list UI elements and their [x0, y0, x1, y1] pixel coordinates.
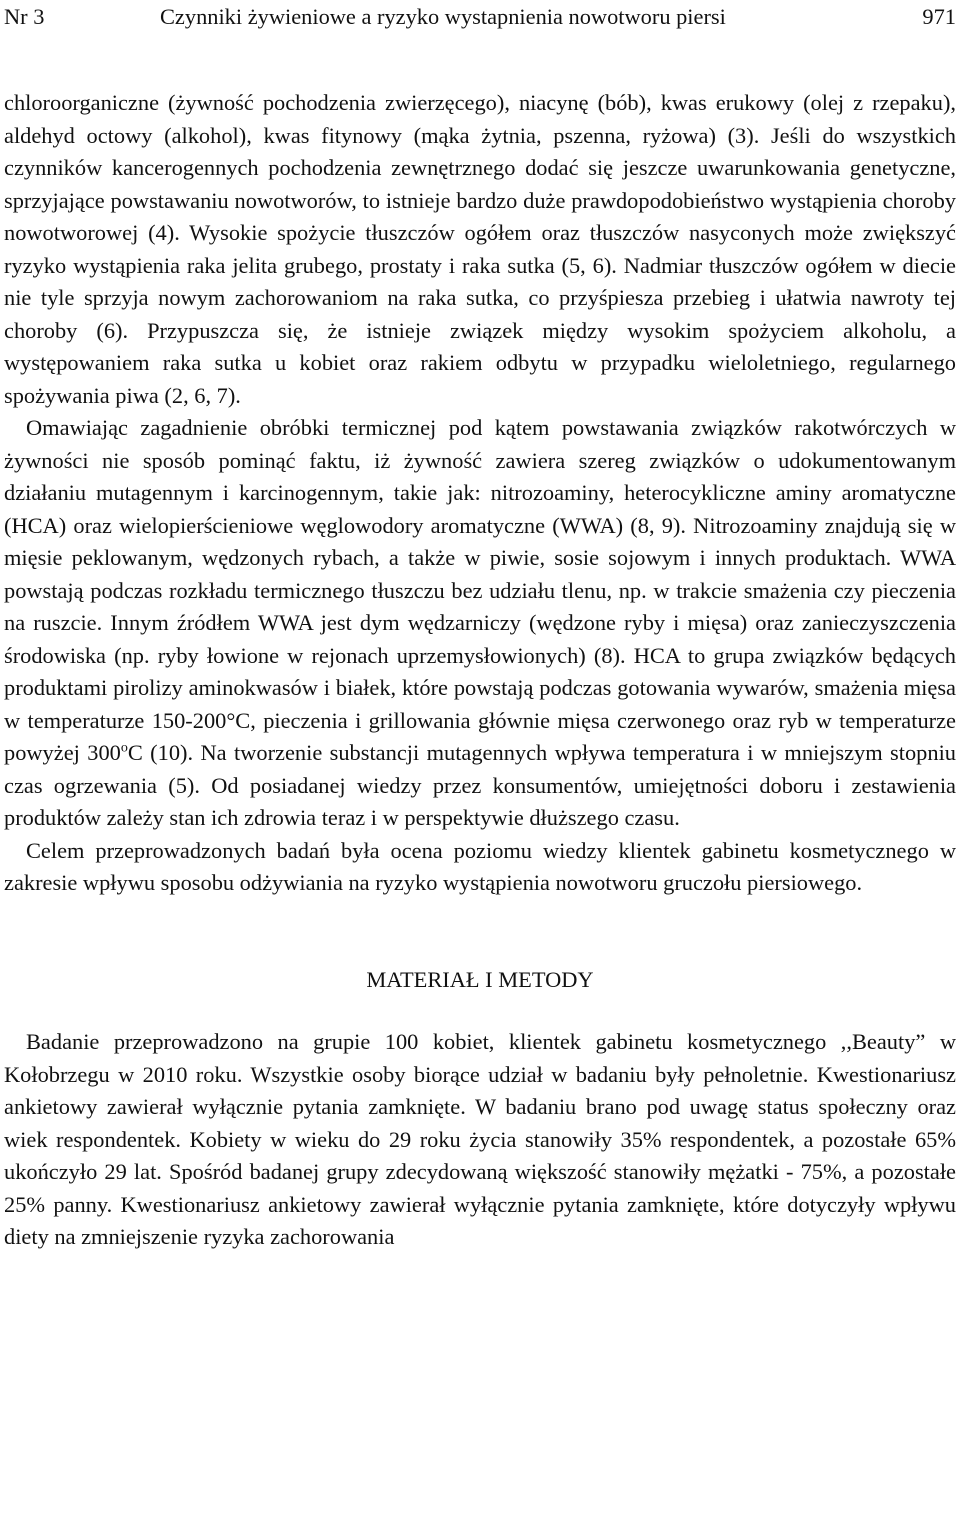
paragraph-2: [4, 412, 956, 835]
paragraph-4: Badanie przeprowadzono na grupie 100 kobiet, klientek gabinetu kosmetycznego ,,Beauty” w Kołobrzegu w 2010 roku. Wszystkie osoby biorące udział w badaniu były pełnoletnie. Kwestionariusz ankietowy zawierał wyłącznie pytania zamknięte. W badaniu brano pod uwagę status społeczny oraz wiek respondentek. Kobiety w wieku do 29 roku życia stanowiły 35% respondentek, a pozostałe 65% ukończyło 29 lat. Spośród badanej grupy zdecydowaną większość stanowiły mężatki - 75%, a pozostałe 25% panny. Kwestionariusz ankietowy zawierał wyłącznie pytania zamknięte, które dotyczyły wpływu diety na zmniejszenie ryzyka zachorowania: [4, 1029, 956, 1249]
paragraph-2-text-b: C (10). Na tworzenie substancji mutagennych wpływa temperatura i w mniejszym stopniu czas ogrzewania (5). Od posiadanej wiedzy przez konsumentów, umiejętności doboru i zestawienia produktów zależy stan ich zdrowia teraz i w perspektywie dłuższego czasu.: [4, 740, 956, 830]
running-header: [4, 2, 956, 36]
degree-superscript: o: [120, 740, 128, 756]
page-number: 971: [922, 4, 956, 29]
paragraph-1: chloroorganiczne (żywność pochodzenia zwierzęcego), niacynę (bób), kwas erukowy (olej z rzepaku), aldehyd octowy (alkohol), kwas fitynowy (mąka żytnia, pszenna, ryżowa) (3). Jeśli do wszystkich czynników kancerogennych pochodzenia zewnętrznego dodać się jeszcze uwarunkowania genetyczne, sprzyjające powstawaniu nowotworów, to istnieje bardzo duże prawdopodobieństwo wystąpienia choroby nowotworowej (4). Wysokie spożycie tłuszczów ogółem oraz tłuszczów nasyconych może zwiększyć ryzyko wystąpienia raka jelita grubego, prostaty i raka sutka (5, 6). Nadmiar tłuszczów ogółem w diecie nie tyle sprzyja nowym zachorowaniom na raka sutka, co przyśpiesza przebieg i ułatwia nawroty tej choroby (6). Przypuszcza się, że istnieje związek między wysokim spożyciem alkoholu, a występowaniem raka sutka u kobiet oraz rakiem odbytu w przypadku wieloletniego, regularnego spożywania piwa (2, 6, 7).: [4, 90, 956, 408]
paragraph-2-text-a: Omawiając zagadnienie obróbki termicznej pod kątem powstawania związków rakotwórczych w żywności nie sposób pominąć faktu, iż żywność zawiera szereg związków o udokumentowanym działaniu mutagennym i karcinogennym, takie jak: nitrozoaminy, heterocykliczne aminy aromatyczne (HCA) oraz wielopierścieniowe węglowodory aromatyczne (WWA) (8, 9). Nitrozoaminy znajdują się w mięsie peklowanym, wędzonych rybach, a także w piwie, sosie sojowym i innych produktach. WWA powstają podczas rozkładu termicznego tłuszczu bez udziału tlenu, np. w trakcie smażenia czy pieczenia na ruszcie. Innym źródłem WWA jest dym wędzarniczy (wędzone ryby i mięsa) oraz zanieczyszczenia środowiska (np. ryby łowione w rejonach uprzemysłowionych) (8). HCA to grupa związków będących produktami pirolizy aminokwasów i białek, które powstają podczas gotowania wywarów, smażenia mięsa w temperaturze 150-200°C, pieczenia i grillowania głównie mięsa czerwonego oraz ryb w temperaturze powyżej 300: [4, 415, 956, 765]
document-page: [4, 0, 956, 1254]
paragraph-3: Celem przeprowadzonych badań była ocena poziomu wiedzy klientek gabinetu kosmetycznego w zakresie wpływu sposobu odżywiania na ryzyko wystąpienia nowotworu gruczołu piersiowego.: [4, 837, 956, 895]
section-heading: MATERIAŁ I METODY: [366, 966, 594, 992]
journal-number: Nr 3: [4, 4, 45, 29]
running-title: Czynniki żywieniowe a ryzyko wystapnienia nowotworu piersi: [160, 4, 726, 29]
